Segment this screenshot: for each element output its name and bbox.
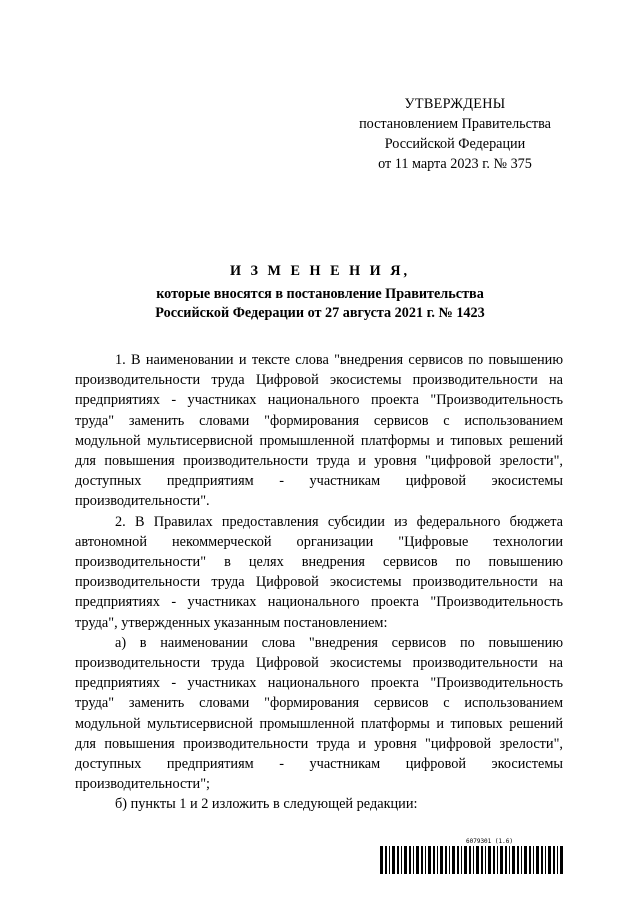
paragraph-2b: б) пункты 1 и 2 изложить в следующей редакции:: [115, 796, 418, 813]
paragraph-2: 2. В Правилах предоставления субсидии из федерального бюджета автономной некоммерческой организации "Цифровые технологии производительности" в целях внедрения сервисов по повышению производительности труда Цифровой экосистемы производительности на предприятиях - участниках национального проекта "Производительность труда", утвержденных указанным постановлением:: [75, 513, 563, 631]
paragraph-2a: а) в наименовании слова "внедрения сервисов по повышению производительности труда Цифровой экосистемы производительности на предприятиях - участниках национального проекта "Производительность труда" заменить словами "формирования сервисов с использованием модульной мультисервисной промышленной платформы и типовых решений для повышения производительности труда и уровня "цифровой зрелости", доступных предприятиям - участникам цифровой экосистемы производительности";: [75, 634, 563, 793]
title-subtitle-line-2: Российской Федерации от 27 августа 2021 г. № 1423: [155, 305, 485, 321]
title-subtitle-line-1: которые вносятся в постановление Правительства: [156, 286, 484, 302]
paragraph-1: 1. В наименовании и тексте слова "внедрения сервисов по повышению производительности труда Цифровой экосистемы производительности на предприятиях - участниках национального проекта "Производительность труда" заменить словами "формирования сервисов с использованием модульной мультисервисной промышленной платформы и типовых решений для повышения производительности труда и уровня "цифровой зрелости", доступных предприятиям - участникам цифровой экосистемы производительности".: [75, 352, 563, 510]
approval-line-1: постановлением Правительства: [359, 116, 551, 132]
document-title: [75, 262, 565, 323]
approval-line-2: Российской Федерации: [384, 136, 526, 152]
document-body: [75, 350, 563, 815]
barcode-icon: [380, 846, 565, 874]
approval-heading: УТВЕРЖДЕНЫ: [404, 96, 506, 112]
barcode-label: 6079301 (1.6): [466, 838, 513, 845]
approval-line-3: от 11 марта 2023 г. № 375: [378, 156, 532, 172]
title-main: И З М Е Н Е Н И Я,: [229, 263, 411, 279]
approval-block: [330, 94, 580, 174]
